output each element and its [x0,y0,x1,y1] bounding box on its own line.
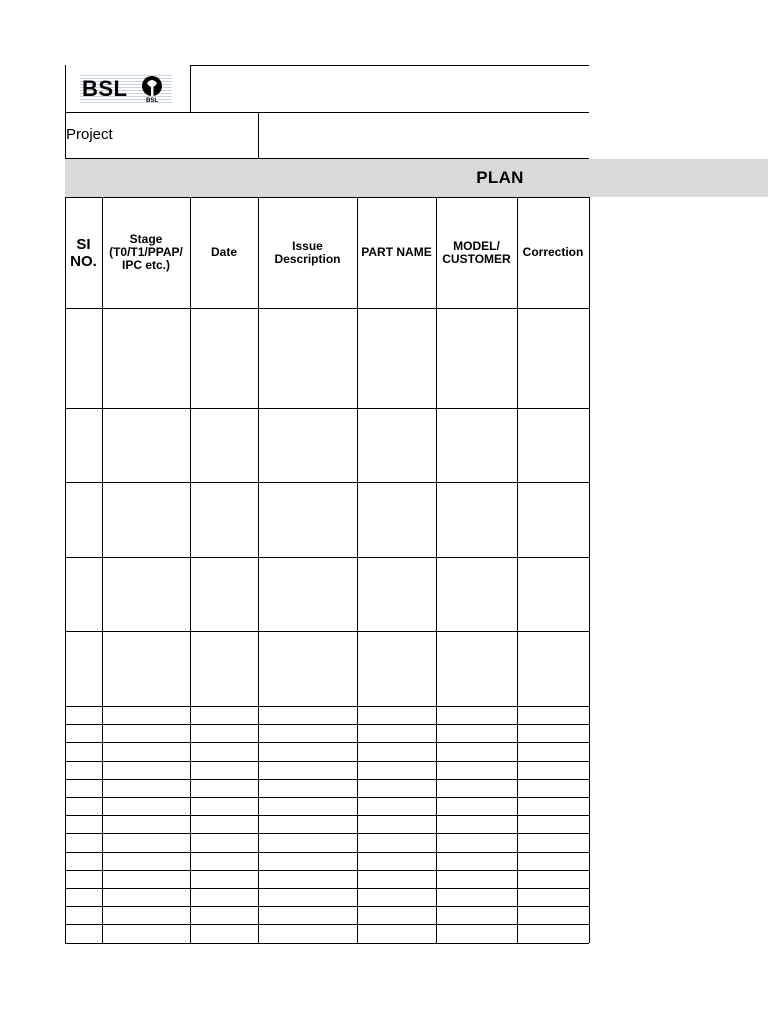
table-column-line [517,197,518,943]
column-header-stage: Stage (T0/T1/PPAP/ IPC etc.) [109,232,183,272]
table-row-line [65,631,589,632]
logo-divider-line [190,65,191,112]
column-header-sl-no: SI NO. [70,235,97,270]
project-divider-line [258,112,259,159]
table-row-line [65,870,589,871]
logo-text: BSL [82,76,128,101]
table-row-line [65,833,589,834]
table-row-line [65,742,589,743]
column-header-date: Date [210,245,237,259]
table-column-line [436,197,437,943]
table-row-line [65,888,589,889]
table-column-line [357,197,358,943]
table-row-line [65,408,589,409]
table-row-line [65,557,589,558]
column-header-correction: Correction [522,245,584,259]
column-header-model: MODEL/ CUSTOMER [442,238,511,266]
table-row-line [65,779,589,780]
table-column-line [65,197,66,943]
table-column-line [589,197,590,943]
plan-title: PLAN [476,168,524,187]
table-row-line [65,924,589,925]
header-bottom-line [65,158,589,159]
table-top-line [65,197,589,198]
table-row-line [65,706,589,707]
table-row-line [65,482,589,483]
header-mid-line [65,112,589,113]
table-row-line [65,724,589,725]
table-row-line [65,308,589,309]
table-column-line [258,197,259,943]
table-column-line [190,197,191,943]
table-row-line [65,943,589,944]
column-header-issue: Issue Description [274,238,341,266]
table-row-line [65,815,589,816]
table-row-line [65,761,589,762]
table-column-line [102,197,103,943]
logo-subtext: BSL [146,98,158,104]
project-label: Project [66,126,113,143]
header-top-line [190,65,589,66]
table-row-line [65,906,589,907]
table-row-line [65,852,589,853]
table-row-line [65,797,589,798]
column-header-part-name: PART NAME [361,245,432,259]
